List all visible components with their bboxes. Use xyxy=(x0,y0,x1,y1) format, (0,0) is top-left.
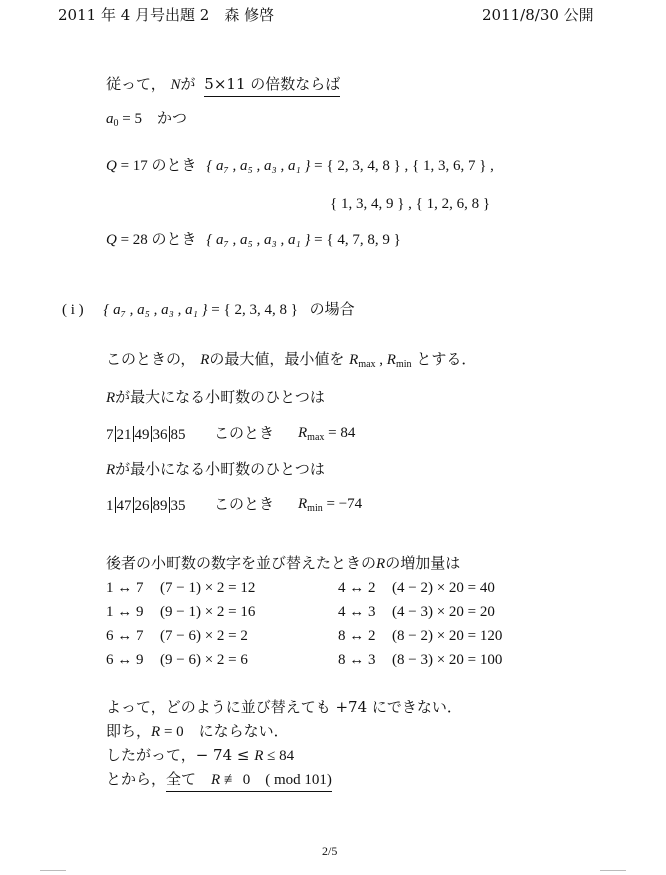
digit-group: 35 xyxy=(170,498,186,514)
q28-line xyxy=(106,233,401,248)
l4-r: R xyxy=(211,772,221,788)
separator xyxy=(151,497,152,513)
max-head-r: R xyxy=(106,390,116,406)
intro-lead: 従って， xyxy=(106,75,166,93)
separator xyxy=(115,426,116,442)
l3-b: ≤ 84 xyxy=(263,748,295,764)
max-val: = 84 xyxy=(324,425,356,441)
p1-comma: , xyxy=(375,352,387,368)
q28-var: Q xyxy=(106,232,117,248)
swap-pair: 1 ↔ 9 xyxy=(106,604,144,620)
digit-group: 1 xyxy=(106,498,114,514)
min-komachi-line xyxy=(106,497,186,514)
l4-all: 全て xyxy=(166,770,212,788)
rmin-value xyxy=(298,497,362,514)
swap-calc: (8 − 2) × 20 = 120 xyxy=(392,628,503,644)
swap-calc: (4 − 2) × 20 = 40 xyxy=(392,580,495,596)
swap-pair: 6 ↔ 9 xyxy=(106,652,144,668)
q17-tuple: { a₇ , a₅ , a₃ , a₁ } xyxy=(206,158,311,174)
min-head-text: が最小になる小町数のひとつは xyxy=(115,460,325,478)
max-r: R xyxy=(298,425,308,441)
q17-line xyxy=(106,159,494,174)
p1-c: とする． xyxy=(416,350,477,368)
conclusion-line-1: よって，どのように並び替えても +74 にできない． xyxy=(106,698,462,716)
crop-mark-right xyxy=(600,870,626,871)
p1-a: このときの， xyxy=(106,350,196,368)
q17-lhs: = 17 のとき xyxy=(116,158,197,174)
min-r: R xyxy=(298,496,308,512)
digit-group: 36 xyxy=(152,427,168,443)
swap-pair: 8 ↔ 3 xyxy=(338,652,376,668)
p1-rmin: R xyxy=(386,352,396,368)
min-konotoki: このとき xyxy=(214,495,275,513)
q28-lhs: = 28 のとき xyxy=(116,232,197,248)
digit-group: 7 xyxy=(106,427,114,443)
max-head-text: が最大になる小町数のひとつは xyxy=(115,388,325,406)
case-tuple: { a₇ , a₅ , a₃ , a₁ } xyxy=(103,302,208,318)
q28-tuple: { a₇ , a₅ , a₃ , a₁ } xyxy=(206,232,311,248)
case-suffix: の場合 xyxy=(309,302,355,318)
max-konotoki: このとき xyxy=(214,424,275,442)
header-left: 2011 年 4 月号出題 2 森 修啓 xyxy=(58,6,275,24)
separator xyxy=(133,426,134,442)
q17-sets-1: = { 2, 3, 4, 8 } , { 1, 3, 6, 7 } , xyxy=(310,158,494,174)
swap-pair: 4 ↔ 2 xyxy=(338,580,376,596)
swap-pair: 4 ↔ 3 xyxy=(338,604,376,620)
digit-group: 47 xyxy=(116,498,132,514)
digit-group: 85 xyxy=(170,427,186,443)
p1-b: の最大値，最小値を xyxy=(209,350,345,368)
min-sub: min xyxy=(307,503,323,514)
conclusion-line-4 xyxy=(106,772,332,788)
swap-title xyxy=(106,556,460,572)
l4-b: ≢ 0 ( mod 101) xyxy=(220,772,332,788)
swap-pair: 8 ↔ 2 xyxy=(338,628,376,644)
condition-underlined: 5×11 の倍数ならば xyxy=(204,75,340,97)
swap-calc: (4 − 3) × 20 = 20 xyxy=(392,604,495,620)
swap-calc: (7 − 1) × 2 = 12 xyxy=(160,580,256,596)
q28-sets: = { 4, 7, 8, 9 } xyxy=(310,232,401,248)
l2-a: 即ち， xyxy=(106,722,152,740)
l3-a: したがって，− 74 ≤ xyxy=(106,746,255,764)
swap-calc: (9 − 6) × 2 = 6 xyxy=(160,652,248,668)
intro-line xyxy=(106,77,340,93)
l2-r: R xyxy=(151,724,161,740)
page-number: 2/5 xyxy=(322,844,338,858)
case-label: ( i ) xyxy=(62,302,84,318)
a0-tail: = 5 かつ xyxy=(118,111,187,127)
q17-sets-2: { 1, 3, 4, 9 } , { 1, 2, 6, 8 } xyxy=(330,196,491,212)
case-set: = { 2, 3, 4, 8 } xyxy=(207,302,298,318)
digit-group: 49 xyxy=(134,427,150,443)
min-val: = −74 xyxy=(322,496,363,512)
min-heading xyxy=(106,462,325,478)
rmax-rmin-def xyxy=(106,352,476,370)
min-head-r: R xyxy=(106,462,116,478)
swap-title-b: の増加量は xyxy=(385,554,461,572)
max-heading xyxy=(106,390,325,406)
l4-a: とから， xyxy=(106,770,167,788)
separator xyxy=(115,497,116,513)
p1-rmax: R xyxy=(349,352,359,368)
max-komachi-line xyxy=(106,426,186,443)
separator xyxy=(169,497,170,513)
final-result-underlined xyxy=(166,770,332,792)
conclusion-line-2 xyxy=(106,724,289,740)
var-n: N xyxy=(170,77,181,93)
swap-title-r: R xyxy=(376,556,386,572)
max-komachi-number xyxy=(106,427,186,443)
intro-ga: が xyxy=(180,75,196,93)
swap-pair: 1 ↔ 7 xyxy=(106,580,144,596)
swap-pair: 6 ↔ 7 xyxy=(106,628,144,644)
p1-max-sub: max xyxy=(358,359,376,370)
conclusion-line-3 xyxy=(106,748,294,764)
header-right: 2011/8/30 公開 xyxy=(482,6,594,24)
q17-var: Q xyxy=(106,158,117,174)
case-i-line xyxy=(62,303,355,318)
crop-mark-left xyxy=(40,870,66,871)
swap-calc: (9 − 1) × 2 = 16 xyxy=(160,604,256,620)
a0-sub: 0 xyxy=(113,118,119,129)
digit-group: 21 xyxy=(116,427,132,443)
digit-group: 89 xyxy=(152,498,168,514)
separator xyxy=(169,426,170,442)
swap-title-a: 後者の小町数の数字を並び替えたときの xyxy=(106,554,377,572)
max-sub: max xyxy=(307,432,325,443)
l3-r: R xyxy=(254,748,264,764)
swap-calc: (8 − 3) × 20 = 100 xyxy=(392,652,503,668)
a0-var: a xyxy=(106,111,114,127)
separator xyxy=(133,497,134,513)
rmax-value xyxy=(298,426,355,443)
a0-line xyxy=(106,112,187,129)
digit-group: 26 xyxy=(134,498,150,514)
separator xyxy=(151,426,152,442)
p1-min-sub: min xyxy=(395,359,412,370)
min-komachi-number xyxy=(106,498,186,514)
p1-r: R xyxy=(200,352,210,368)
swap-calc: (7 − 6) × 2 = 2 xyxy=(160,628,248,644)
l2-b: = 0 にならない． xyxy=(160,724,289,740)
